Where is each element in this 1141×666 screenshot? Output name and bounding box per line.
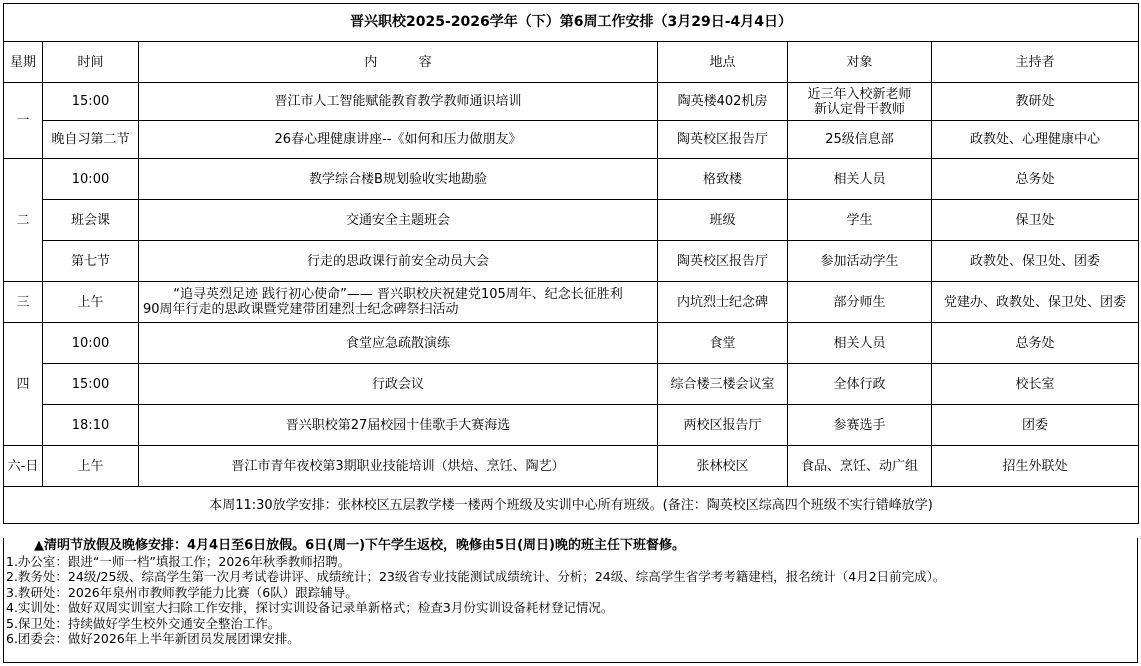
content-cell: 行政会议 — [139, 364, 658, 405]
content-line: “追寻英烈足迹 践行初心使命”—— 晋兴职校庆祝建党105周年、纪念长征胜利 — [173, 287, 623, 302]
header-time: 时间 — [43, 42, 139, 83]
place-cell: 食堂 — [658, 323, 788, 364]
time-cell: 18:10 — [43, 405, 139, 446]
schedule-table — [3, 3, 1139, 524]
host-cell: 保卫处 — [932, 200, 1139, 241]
table-row — [4, 364, 1139, 405]
target-cell: 部分师生 — [788, 282, 932, 323]
content-cell: 行走的思政课行前安全动员大会 — [139, 241, 658, 282]
note-item: 1.办公室：跟进“一师一档”填报工作；2026年秋季教师招聘。 — [6, 554, 351, 569]
table-row — [4, 241, 1139, 282]
header-place: 地点 — [658, 42, 788, 83]
day-cell: 三 — [4, 282, 43, 323]
note-item: 2.教务处：24级/25级、综高学生第一次月考试卷讲评、成绩统计；23级省专业技能测试成绩统计、分析；24级、综高学生省学考考籍建档，报名统计（4月2日前完成）。 — [6, 569, 946, 585]
target-cell: 相关人员 — [788, 323, 932, 364]
host-cell: 政教处、心理健康中心 — [932, 121, 1139, 159]
dismiss-note-row — [4, 487, 1139, 524]
target-cell: 食品、烹饪、动广组 — [788, 446, 932, 487]
header-host: 主持者 — [932, 42, 1139, 83]
content-cell: 教学综合楼B规划验收实地勘验 — [139, 159, 658, 200]
place-cell: 格致楼 — [658, 159, 788, 200]
host-cell: 教研处 — [932, 83, 1139, 121]
table-row — [4, 405, 1139, 446]
time-cell: 上午 — [43, 282, 139, 323]
table-row — [4, 323, 1139, 364]
header-target: 对象 — [788, 42, 932, 83]
day-cell: 一 — [4, 83, 43, 159]
time-cell: 10:00 — [43, 323, 139, 364]
notes-section — [3, 538, 1138, 663]
content-cell: 26春心理健康讲座--《如何和压力做朋友》 — [139, 121, 658, 159]
host-cell: 团委 — [932, 405, 1139, 446]
page-title: 晋兴职校2025-2026学年（下）第6周工作安排（3月29日-4月4日） — [4, 4, 1139, 42]
host-cell: 总务处 — [932, 323, 1139, 364]
target-line: 新认定骨干教师 — [813, 101, 905, 117]
table-row — [4, 446, 1139, 487]
table-header-row — [4, 42, 1139, 83]
day-cell: 二 — [4, 159, 43, 282]
content-cell: 交通安全主题班会 — [139, 200, 658, 241]
target-cell: 参加活动学生 — [788, 241, 932, 282]
place-cell: 班级 — [658, 200, 788, 241]
target-cell: 25级信息部 — [788, 121, 932, 159]
host-cell: 政教处、保卫处、团委 — [932, 241, 1139, 282]
time-cell: 15:00 — [43, 364, 139, 405]
target-cell: 全体行政 — [788, 364, 932, 405]
place-cell: 陶英楼402机房 — [658, 83, 788, 121]
place-cell: 内坑烈士纪念碑 — [658, 282, 788, 323]
time-cell: 晚自习第二节 — [43, 121, 139, 159]
time-cell: 10:00 — [43, 159, 139, 200]
time-cell: 上午 — [43, 446, 139, 487]
time-cell: 第七节 — [43, 241, 139, 282]
host-cell: 党建办、政教处、保卫处、团委 — [932, 282, 1139, 323]
header-content: 内 容 — [139, 42, 658, 83]
content-cell: 晋江市人工智能赋能教育教学教师通识培训 — [139, 83, 658, 121]
target-cell: 参赛选手 — [788, 405, 932, 446]
time-cell: 15:00 — [43, 83, 139, 121]
content-cell: 晋兴职校第27届校园十佳歌手大赛海选 — [139, 405, 658, 446]
place-cell: 张林校区 — [658, 446, 788, 487]
time-cell: 班会课 — [43, 200, 139, 241]
host-cell: 总务处 — [932, 159, 1139, 200]
content-line: 90周年行走的思政课暨党建带团建烈士纪念碑祭扫活动 — [143, 302, 459, 317]
note-item: 4.实训处：做好双周实训室大扫除工作安排，探讨实训设备记录单新格式；检查3月份实训设备耗材登记情况。 — [6, 600, 614, 616]
target-cell: 学生 — [788, 200, 932, 241]
table-row — [4, 83, 1139, 121]
note-item: 5.保卫处：持续做好学生校外交通安全整治工作。 — [6, 615, 281, 631]
place-cell: 陶英校区报告厅 — [658, 241, 788, 282]
place-cell: 综合楼三楼会议室 — [658, 364, 788, 405]
table-row — [4, 121, 1139, 159]
place-cell: 两校区报告厅 — [658, 405, 788, 446]
table-row — [4, 159, 1139, 200]
day-cell: 四 — [4, 323, 43, 446]
target-cell — [788, 83, 932, 121]
place-cell: 陶英校区报告厅 — [658, 121, 788, 159]
host-cell: 招生外联处 — [932, 446, 1139, 487]
dismiss-note: 本周11:30放学安排：张林校区五层教学楼一楼两个班级及实训中心所有班级。(备注：陶英校区综高四个班级不实行错峰放学) — [4, 487, 1139, 524]
note-item: 3.教研处：2026年泉州市教师教学能力比赛（6队）跟踪辅导。 — [6, 584, 358, 600]
note-item: 6.团委会：做好2026年上半年新团员发展团课安排。 — [6, 631, 300, 647]
content-cell — [139, 282, 658, 323]
target-line: 近三年入校新老师 — [807, 86, 912, 102]
host-cell: 校长室 — [932, 364, 1139, 405]
content-cell: 晋江市青年夜校第3期职业技能培训（烘焙、烹饪、陶艺） — [139, 446, 658, 487]
table-row — [4, 200, 1139, 241]
header-day: 星期 — [4, 42, 43, 83]
target-cell: 相关人员 — [788, 159, 932, 200]
day-cell: 六-日 — [4, 446, 43, 487]
table-row — [4, 282, 1139, 323]
content-cell: 食堂应急疏散演练 — [139, 323, 658, 364]
holiday-note: ▲清明节放假及晚修安排：4月4日至6日放假。6日(周一)下午学生返校，晚修由5日(周日)晚的班主任下班督修。 — [34, 538, 685, 553]
